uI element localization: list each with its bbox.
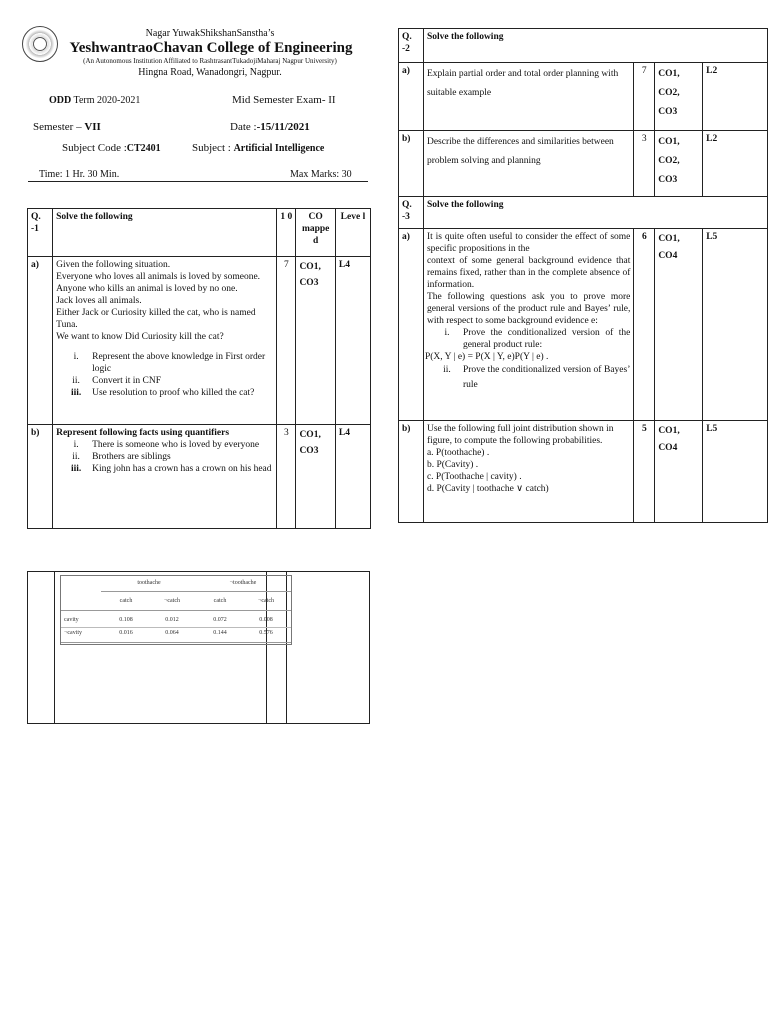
cell: 0.008: [259, 617, 273, 623]
line: Everyone who loves all animals is loved by someone.: [56, 272, 261, 282]
question-1-header-row: [28, 209, 371, 257]
sub-items: [56, 351, 273, 399]
list-item: [60, 375, 273, 387]
rule: [61, 610, 291, 611]
sub-items: [427, 363, 630, 393]
rule: [61, 642, 291, 643]
item-text: Represent the above knowledge in First order logic: [92, 352, 266, 374]
question-1b-title: Represent following facts using quantifiers: [56, 428, 230, 438]
cell: 0.012: [165, 617, 179, 623]
formula: P(X, Y | e) = P(X | Y, e)P(Y | e) .: [424, 352, 549, 362]
semester-value: VII: [84, 121, 101, 133]
question-2-header-row: [399, 29, 768, 63]
line: Use the following full joint distribution shown in figure, to compute the following probabilities.: [426, 424, 614, 446]
line: The following questions ask you to prove more general versions of the product rule and Bayes’ rule, with respect to some background evidence e:: [426, 292, 631, 326]
affiliation-note: (An Autonomous Institution Affiliated to RashtrasantTukadojiMaharaj Nagpur University): [83, 57, 337, 65]
sub-question-label: a): [399, 229, 424, 421]
level-value: L5: [703, 229, 768, 421]
college-name: YeshwantraoChavan College of Engineering: [69, 40, 353, 56]
cell: 0.576: [259, 630, 273, 636]
col-header: catch: [119, 598, 133, 604]
line: Jack loves all animals.: [56, 296, 142, 306]
question-3b-row: [399, 421, 768, 523]
list-item: [431, 363, 630, 393]
item-number: iii.: [70, 464, 82, 474]
line: Anyone who kills an animal is loved by no one.: [56, 284, 238, 294]
line: context of some general background evidence that remains fixed, rather than in the complete absence of information.: [426, 256, 631, 290]
list-item: c. P(Toothache | cavity) .: [426, 472, 522, 482]
level-value: L2: [703, 63, 768, 131]
time-allowed: Time: 1 Hr. 30 Min.: [39, 169, 120, 180]
term-rest: Term 2020-2021: [71, 95, 141, 106]
question-1-table: [27, 208, 371, 529]
subject-value: Artificial Intelligence: [233, 143, 325, 154]
col-header: catch: [213, 598, 227, 604]
question-1a-row: [28, 257, 371, 425]
item-text: Use resolution to proof who killed the cat?: [92, 388, 255, 398]
divider-line: [54, 572, 55, 723]
question-3a-row: [399, 229, 768, 421]
level-value: L4: [335, 257, 370, 425]
sub-question-label: a): [399, 63, 424, 131]
subject-code-line: [62, 142, 161, 154]
semester-label: Semester –: [33, 121, 85, 133]
level-value: L2: [703, 131, 768, 197]
col-header: ¬catch: [163, 598, 181, 604]
rule: [101, 591, 291, 592]
subject-code-label: Subject Code :: [62, 142, 127, 154]
question-1b-row: [28, 425, 371, 529]
question-number: Q. -2: [399, 29, 424, 63]
item-text: Prove the conditionalized version of the general product rule:: [462, 328, 631, 350]
cell: 0.108: [119, 617, 133, 623]
section-title: Solve the following: [423, 29, 767, 63]
list-item: [431, 327, 630, 351]
joint-distribution-figure: [60, 575, 292, 645]
col-group-toothache: toothache: [137, 580, 161, 586]
term-bold: ODD: [49, 95, 72, 106]
marks-value: 7: [634, 63, 655, 131]
question-3-table: [398, 196, 768, 523]
list-item: [60, 451, 273, 463]
item-text: There is someone who is loved by everyone: [92, 440, 260, 450]
marks-value: 6: [634, 229, 655, 421]
sub-question-label: a): [28, 257, 53, 425]
marks-header: 1 0: [277, 209, 296, 257]
co-value: CO1, CO3: [296, 257, 335, 425]
sub-items: [56, 439, 273, 475]
sub-question-label: b): [28, 425, 53, 529]
sub-question-label: b): [399, 421, 424, 523]
question-2b-row: [399, 131, 768, 197]
co-mapped-header: CO mappe d: [296, 209, 335, 257]
question-3b-text: [423, 421, 633, 523]
max-marks: Max Marks: 30: [290, 169, 352, 180]
section-title: Solve the following: [423, 197, 767, 229]
section-title: Solve the following: [53, 209, 277, 257]
question-1b-text: [53, 425, 277, 529]
item-number: ii.: [443, 365, 451, 375]
semester-line: [33, 121, 101, 133]
item-number: i.: [444, 328, 450, 338]
list-item: b. P(Cavity) .: [426, 460, 479, 470]
item-text: Brothers are siblings: [92, 452, 171, 462]
co-value: CO1, CO3: [296, 425, 335, 529]
col-header: ¬catch: [257, 598, 275, 604]
question-1a-text: [53, 257, 277, 425]
exam-name: Mid Semester Exam- II: [232, 94, 336, 106]
line: It is quite often useful to consider the effect of some specific propositions in the: [426, 232, 631, 254]
co-value: CO1, CO2, CO3: [655, 131, 703, 197]
question-2a-row: [399, 63, 768, 131]
col-group-not-toothache: ¬toothache: [229, 580, 257, 586]
header-divider: [28, 181, 368, 182]
question-2b-text: Describe the differences and similarities between problem solving and planning: [423, 131, 633, 197]
sub-question-label: b): [399, 131, 424, 197]
item-number: ii.: [72, 376, 80, 386]
item-number: ii.: [72, 452, 80, 462]
line: We want to know Did Curiosity kill the cat?: [56, 332, 224, 342]
cell: 0.016: [119, 630, 133, 636]
item-number: i.: [73, 440, 79, 450]
co-value: CO1, CO4: [655, 421, 703, 523]
marks-value: 3: [634, 131, 655, 197]
co-value: CO1, CO2, CO3: [655, 63, 703, 131]
line: Given the following situation.: [56, 260, 171, 270]
question-3a-text: [423, 229, 633, 421]
question-2-table: [398, 28, 768, 197]
date-label: Date :: [230, 121, 257, 133]
date-value: -15/11/2021: [256, 121, 310, 133]
list-item: [60, 463, 273, 475]
item-text: Convert it in CNF: [92, 376, 161, 386]
subject-line: [192, 142, 324, 154]
cell: 0.064: [165, 630, 179, 636]
question-number: Q. -1: [28, 209, 53, 257]
list-item: d. P(Cavity | toothache ∨ catch): [426, 484, 549, 494]
society-name: Nagar YuwakShikshanSanstha’s: [145, 28, 275, 39]
list-item: [60, 439, 273, 451]
list-item: a. P(toothache) .: [426, 448, 490, 458]
marks-value: 3: [277, 425, 296, 529]
marks-value: 7: [277, 257, 296, 425]
college-address: Hingna Road, Wanadongri, Nagpur.: [138, 67, 282, 78]
list-item: [60, 387, 273, 399]
rule: [61, 627, 291, 628]
marks-value: 5: [634, 421, 655, 523]
subject-code-value: CT2401: [126, 143, 161, 154]
co-value: CO1, CO4: [655, 229, 703, 421]
term-line: [49, 95, 140, 106]
level-value: L4: [335, 425, 370, 529]
question-3-header-row: [399, 197, 768, 229]
question-number: Q. -3: [399, 197, 424, 229]
sub-items: [427, 327, 630, 351]
subject-label: Subject :: [192, 142, 234, 154]
cell: 0.072: [213, 617, 227, 623]
line: Either Jack or Curiosity killed the cat, who is named Tuna.: [56, 308, 256, 330]
item-text: King john has a crown has a crown on his head: [92, 464, 272, 474]
level-header: Leve l: [335, 209, 370, 257]
cell: 0.144: [213, 630, 227, 636]
date-line: [230, 121, 310, 133]
row-label: cavity: [64, 617, 79, 623]
row-label: ¬cavity: [64, 630, 83, 636]
question-2a-text: Explain partial order and total order planning with suitable example: [423, 63, 633, 131]
list-item: [60, 351, 273, 375]
item-number: iii.: [70, 388, 82, 398]
joint-distribution-box: [27, 571, 370, 724]
item-text: Prove the conditionalized version of Bayes’ rule: [462, 365, 631, 390]
level-value: L5: [703, 421, 768, 523]
item-number: i.: [73, 352, 79, 362]
